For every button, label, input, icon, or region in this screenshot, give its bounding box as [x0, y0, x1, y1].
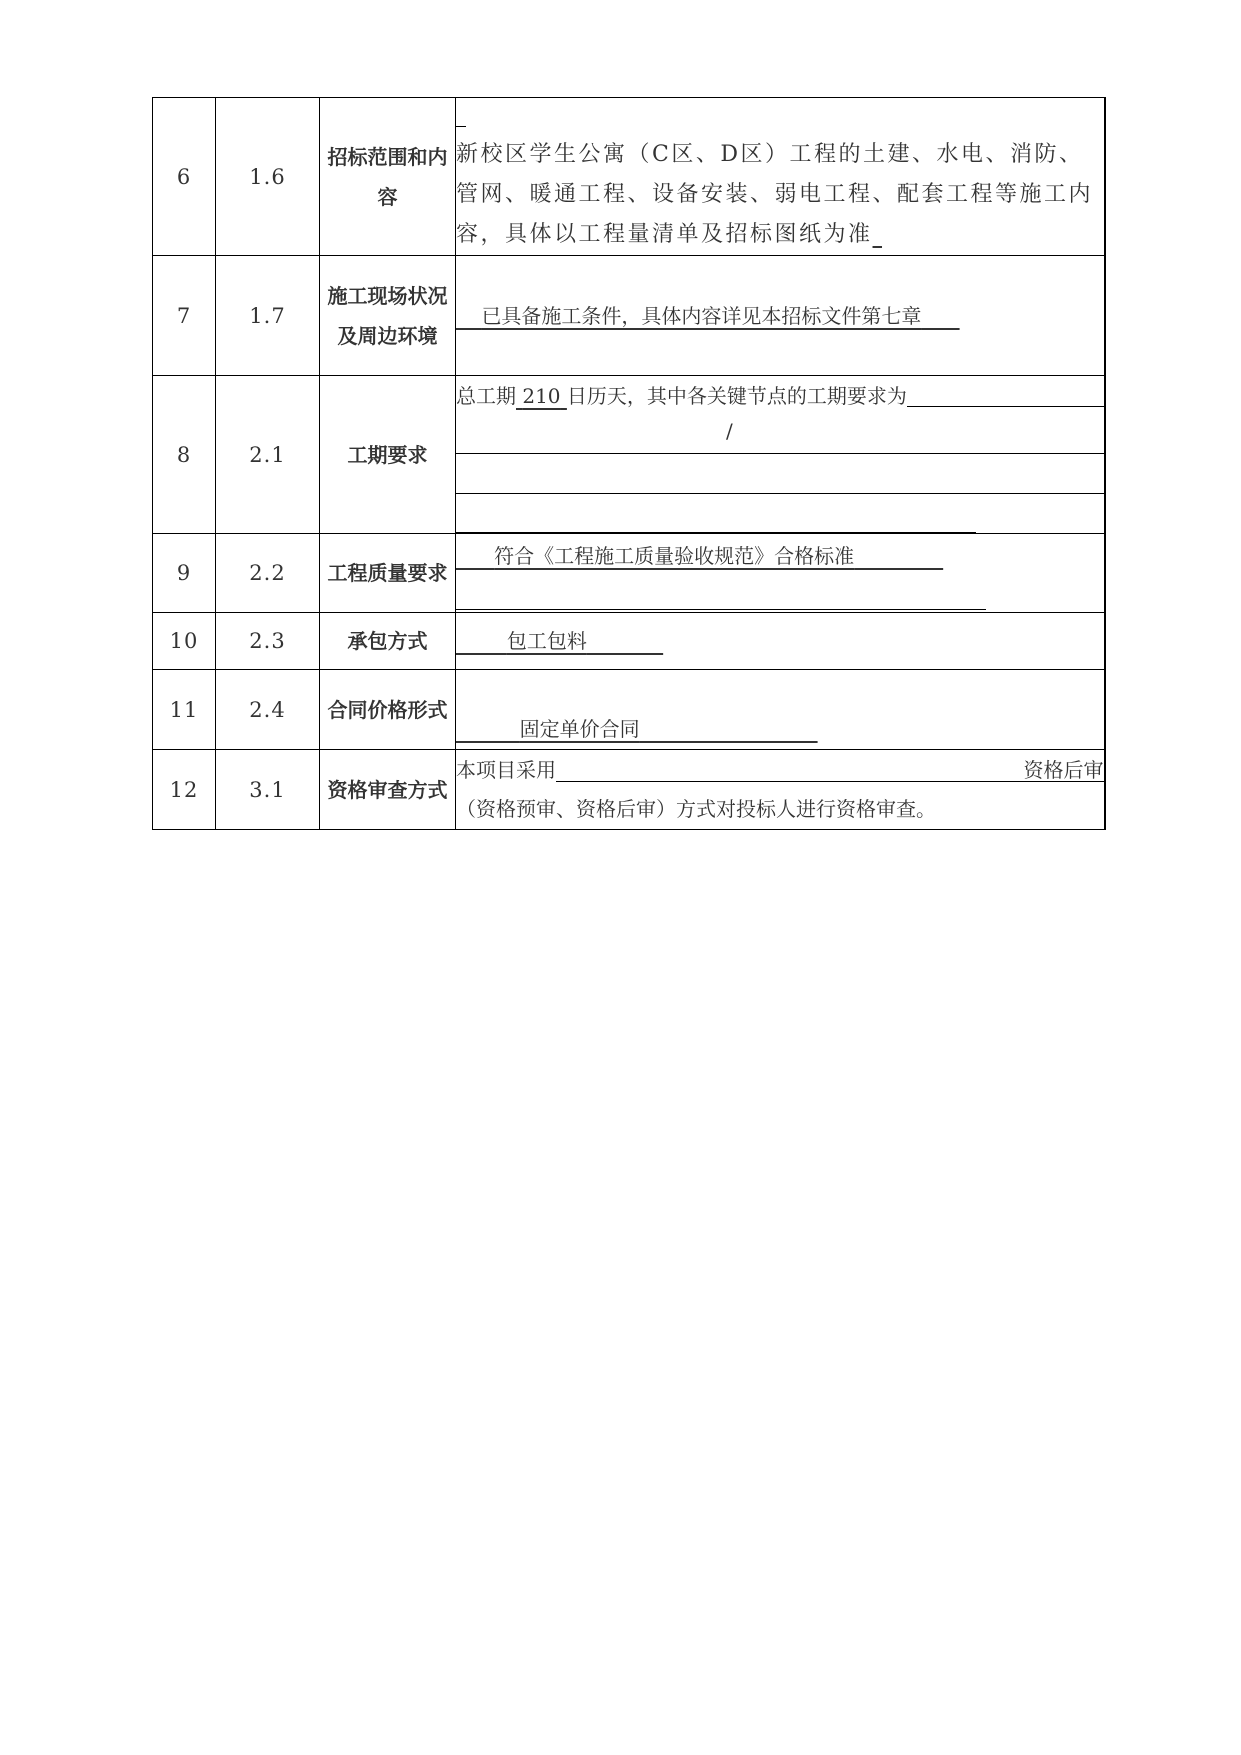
clause-number: 2.4: [216, 670, 320, 750]
price-form-text: 固定单价合同: [519, 717, 640, 741]
table-row: [153, 256, 1105, 376]
clause-number: 2.3: [216, 613, 320, 670]
table-row: [153, 613, 1105, 670]
clause-content: [456, 534, 1105, 613]
clause-content: [456, 256, 1105, 376]
clause-content: [456, 750, 1105, 830]
row-number: 10: [153, 613, 216, 670]
clause-name: 资格审查方式: [320, 750, 456, 830]
tender-clause-table: [152, 97, 1106, 830]
clause-name: 工期要求: [320, 376, 456, 534]
review-suffix: （资格预审、资格后审）方式对投标人进行资格审查。: [456, 797, 936, 821]
duration-prefix: 总工期: [456, 384, 516, 408]
clause-number: 2.2: [216, 534, 320, 613]
table-row: [153, 376, 1105, 534]
slash-mark: /: [726, 419, 733, 443]
row-number: 11: [153, 670, 216, 750]
duration-days: 210: [522, 384, 561, 408]
clause-content: [456, 670, 1105, 750]
blank-underline: [907, 376, 1104, 407]
duration-suffix: 日历天，其中各关键节点的工期要求为: [566, 384, 907, 408]
clause-name: 承包方式: [320, 613, 456, 670]
clause-content: [456, 376, 1105, 534]
contract-mode-text: 包工包料: [506, 629, 587, 653]
table-row: [153, 98, 1105, 256]
table-row: [153, 670, 1105, 750]
blank-underline: [456, 415, 1104, 454]
clause-number: 1.6: [216, 98, 320, 256]
clause-name: 工程质量要求: [320, 534, 456, 613]
blank-underline: [873, 222, 883, 247]
clause-number: 3.1: [216, 750, 320, 830]
row-number: 8: [153, 376, 216, 534]
clause-name: 招标范围和内容: [320, 98, 456, 256]
blank-underline: [456, 494, 976, 533]
row-number: 12: [153, 750, 216, 830]
clause-number: 1.7: [216, 256, 320, 376]
quality-text: 符合《工程施工质量验收规范》合格标准: [494, 544, 855, 568]
blank-underline: [456, 576, 986, 610]
table-row: [153, 750, 1105, 830]
site-condition-text: 已具备施工条件，具体内容详见本招标文件第七章: [481, 303, 922, 328]
review-prefix: 本项目采用: [456, 758, 556, 782]
row-number: 9: [153, 534, 216, 613]
clause-name: 施工现场状况及周边环境: [320, 256, 456, 376]
clause-name: 合同价格形式: [320, 670, 456, 750]
review-method-value: 资格后审: [556, 750, 1104, 782]
row-number: 6: [153, 98, 216, 256]
blank-underline: [456, 454, 1104, 494]
table-row: [153, 534, 1105, 613]
clause-content: [456, 613, 1105, 670]
row-number: 7: [153, 256, 216, 376]
clause-number: 2.1: [216, 376, 320, 534]
blank-mark: [456, 112, 466, 127]
clause-content: [456, 98, 1105, 256]
scope-text: 新校区学生公寓（C区、D区）工程的土建、水电、消防、管网、暖通工程、设备安装、弱电工程、配套工程等施工内容，具体以工程量清单及招标图纸为准: [456, 142, 1094, 247]
